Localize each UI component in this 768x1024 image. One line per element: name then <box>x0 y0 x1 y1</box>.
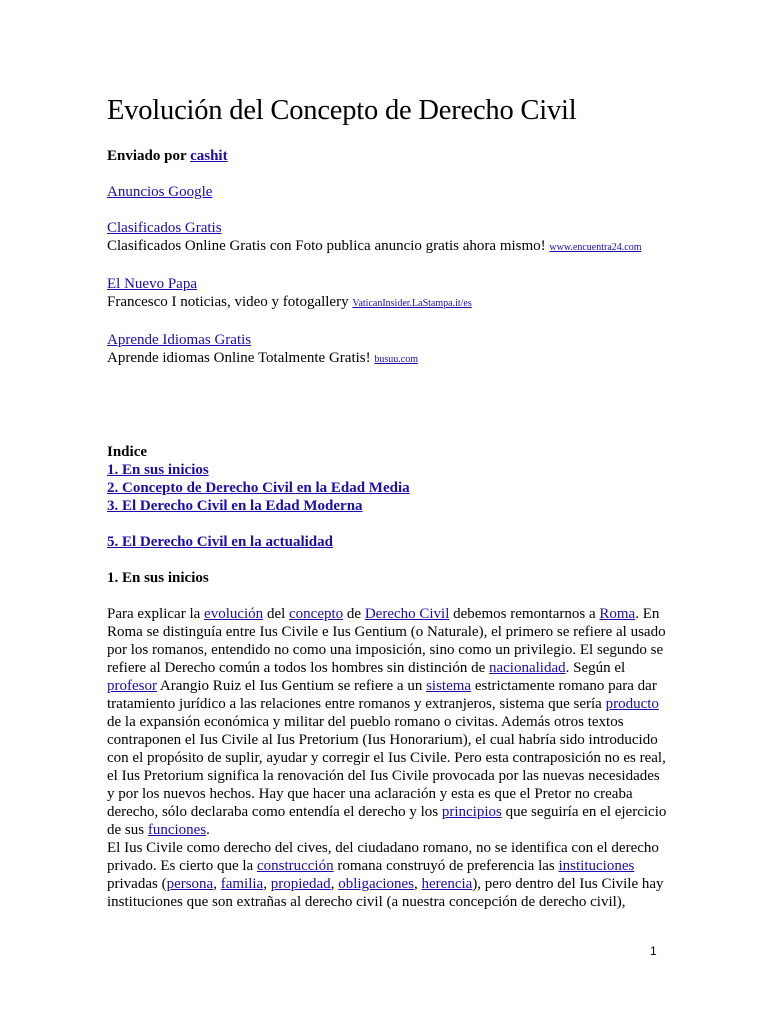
body-text: estrictamente romano para dar tratamiento jurídico a las relaciones entre romanos y extranjeros, sistema que sería <box>107 678 657 712</box>
body-text: Para explicar la <box>107 606 205 622</box>
body-text: de la expansión económica y militar del pueblo romano o civitas. Además otros textos contraponen el Ius Civile al Ius Pretorium (Ius Honorarium), el cual habría sido introducido con el propósito de suplir, ayudar y corregir el Ius Civile. Pero esta contraposición no es real, el Ius Pretorium significa la renovación del Ius Civile provocada por las nuevas necesidades y por los nuevos hechos. Hay que hacer una aclaración y esta es que el Pretor no creaba derecho, sólo declaraba como entendía el derecho y los <box>107 714 666 820</box>
term-link[interactable]: propiedad <box>270 876 331 892</box>
term-link[interactable]: herencia <box>421 876 473 892</box>
index-section <box>107 443 667 551</box>
ad-item <box>107 331 667 369</box>
body-text: . Según el <box>565 660 626 676</box>
body-text: debemos remontarnos a <box>449 606 600 622</box>
term-link[interactable]: instituciones <box>558 858 635 874</box>
page-number: 1 <box>650 944 657 958</box>
term-link[interactable]: Derecho Civil <box>364 606 450 622</box>
byline <box>107 147 667 165</box>
term-link[interactable]: evolución <box>204 606 264 622</box>
body-paragraph <box>107 839 667 911</box>
term-link[interactable]: obligaciones <box>338 876 415 892</box>
ad-title-link[interactable]: Aprende Idiomas Gratis <box>107 332 252 348</box>
body-text: . <box>206 822 210 838</box>
ad-text: Francesco I noticias, video y fotogallery <box>107 294 349 310</box>
ad-title-link[interactable]: Clasificados Gratis <box>107 220 222 236</box>
sent-by-label: Enviado por <box>107 148 187 164</box>
term-link[interactable]: principios <box>441 804 502 820</box>
ad-url-link[interactable]: busuu.com <box>374 354 418 365</box>
ad-text: Aprende idiomas Online Totalmente Gratis! <box>107 350 371 366</box>
term-link[interactable]: producto <box>605 696 659 712</box>
term-link[interactable]: familia <box>220 876 264 892</box>
ad-title-link[interactable]: El Nuevo Papa <box>107 276 197 292</box>
body-text: , <box>414 876 422 892</box>
term-link[interactable]: profesor <box>107 678 157 694</box>
term-link[interactable]: nacionalidad <box>488 660 566 676</box>
page-title: Evolución del Concepto de Derecho Civil <box>107 95 577 126</box>
ad-item <box>107 219 667 257</box>
body-text: Arangio Ruiz el Ius Gentium se refiere a un <box>156 678 427 694</box>
ad-url-link[interactable]: VaticanInsider.LaStampa.it/es <box>352 298 472 309</box>
index-link[interactable]: 5. El Derecho Civil en la actualidad <box>107 534 333 550</box>
index-link[interactable]: 3. El Derecho Civil en la Edad Moderna <box>107 498 363 514</box>
body-paragraph <box>107 605 667 839</box>
ad-url-link[interactable]: www.encuentra24.com <box>549 242 642 253</box>
body-text: romana construyó de preferencia las <box>333 858 559 874</box>
body-text: , <box>330 876 339 892</box>
body-text: El Ius Civile como derecho del cives, del ciudadano romano, no se identifica con el derecho privado. Es cierto que la <box>107 840 659 874</box>
term-link[interactable]: funciones <box>147 822 207 838</box>
body-text: de <box>343 606 365 622</box>
body-text: del <box>263 606 290 622</box>
body-text: ), pero dentro del Ius Civile hay instituciones que son extrañas al derecho civil (a nuestra concepción de derecho civil), <box>107 876 664 910</box>
ad-item <box>107 275 667 313</box>
body-text: privadas ( <box>107 876 167 892</box>
section-heading: 1. En sus inicios <box>107 570 209 586</box>
author-link[interactable]: cashit <box>190 148 228 164</box>
body-text: . En Roma se distinguía entre Ius Civile e Ius Gentium (o Naturale), el primero se refiere al usado por los romanos, entendido no como una imposición, sino como un privilegio. El segundo se refiere al Derecho común a todos los hombres sin distinción de <box>107 606 666 676</box>
term-link[interactable]: concepto <box>289 606 344 622</box>
term-link[interactable]: persona <box>166 876 214 892</box>
body-text: , <box>263 876 271 892</box>
term-link[interactable]: construcción <box>256 858 334 874</box>
ads-header-link[interactable]: Anuncios Google <box>107 184 213 200</box>
term-link[interactable]: Roma <box>599 606 636 622</box>
index-link[interactable]: 2. Concepto de Derecho Civil en la Edad Media <box>107 480 410 496</box>
term-link[interactable]: sistema <box>426 678 472 694</box>
ad-text: Clasificados Online Gratis con Foto publica anuncio gratis ahora mismo! <box>107 238 546 254</box>
index-link[interactable]: 1. En sus inicios <box>107 462 209 478</box>
document-content <box>107 94 667 911</box>
body-text: que seguiría en el ejercicio de sus <box>107 804 667 838</box>
ads-header-row <box>107 183 667 201</box>
body-text: , <box>213 876 221 892</box>
index-heading: Indice <box>107 444 148 460</box>
